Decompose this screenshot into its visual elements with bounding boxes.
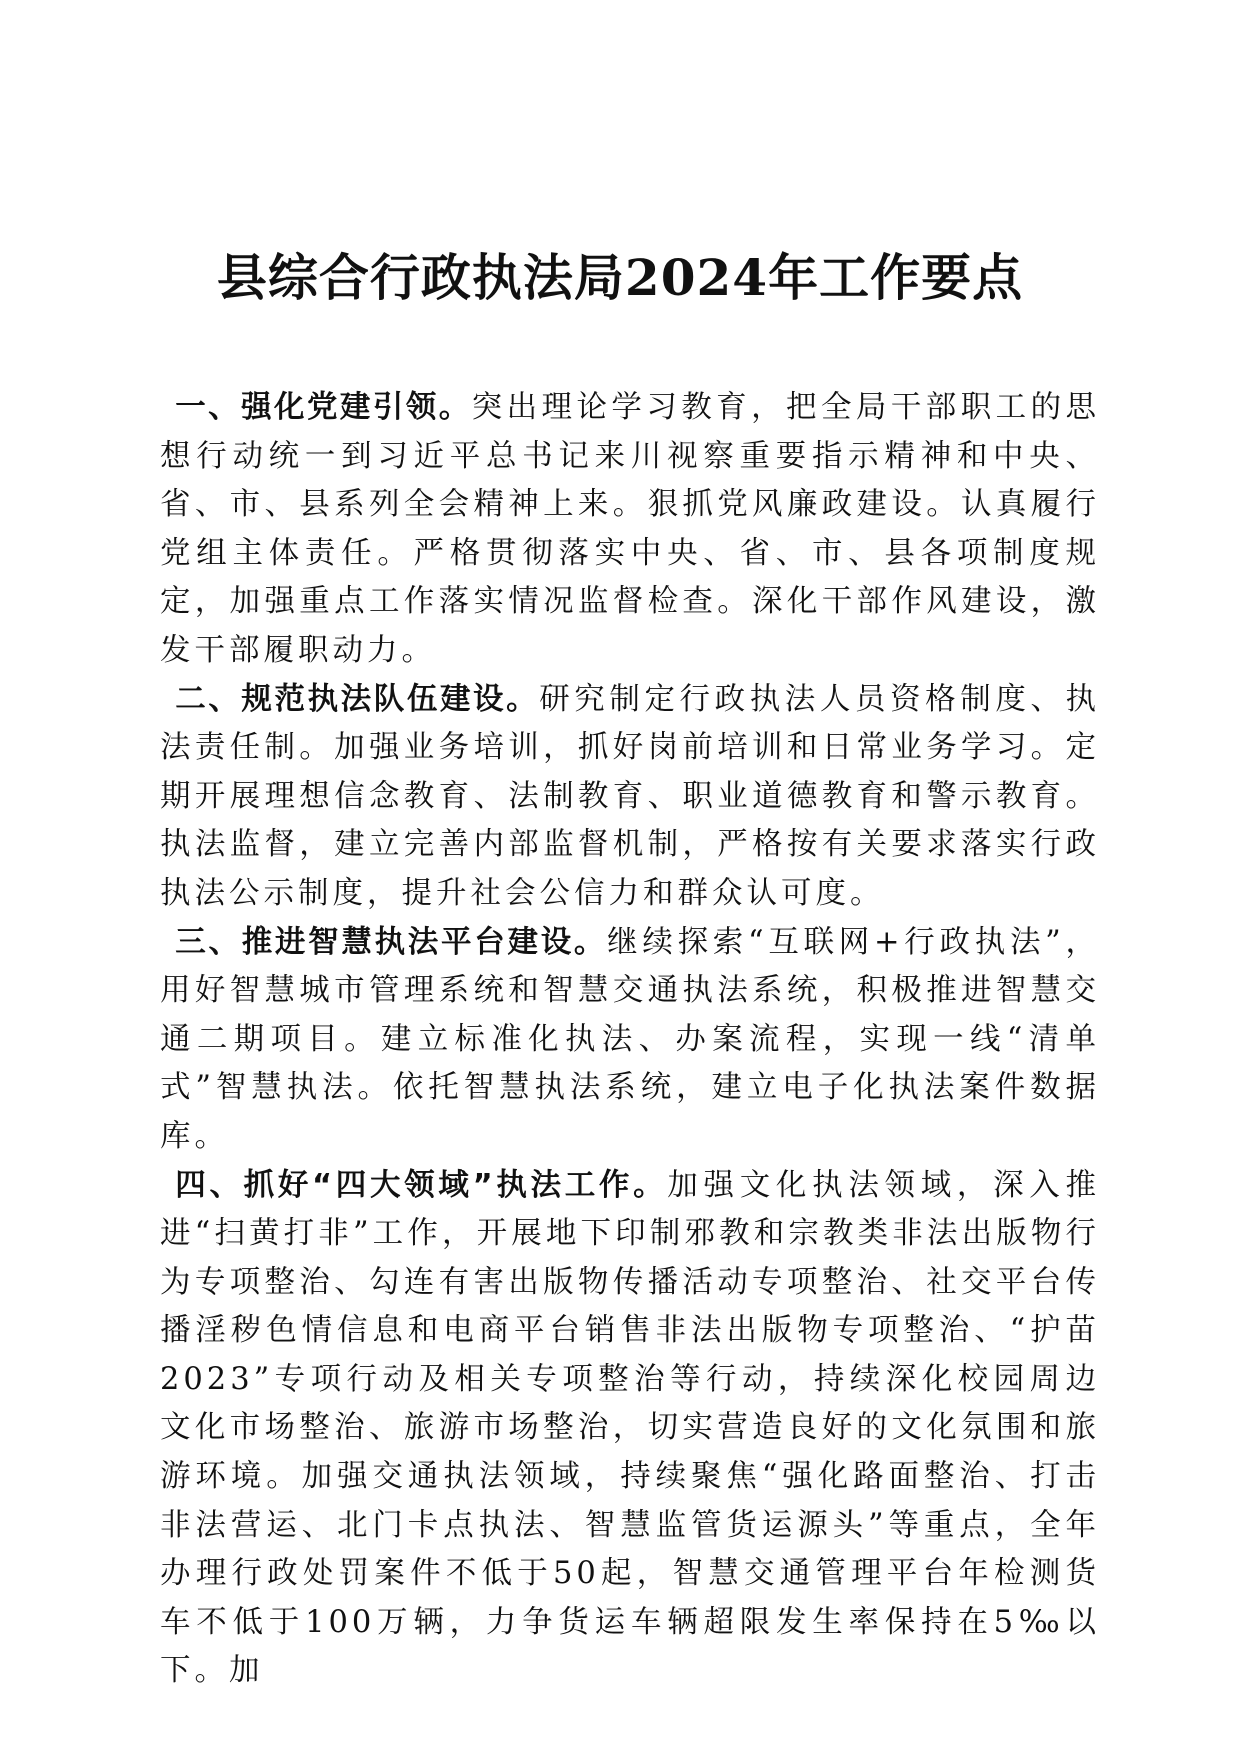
section-text-4: 加强文化执法领域，深入推进“扫黄打非”工作，开展地下印制邪教和宗教类非法出版物行为专项整治、勾连有害出版物传播活动专项整治、社交平台传播淫秽色情信息和电商平台销售非法出版物专项整治、“护苗2023”专项行动及相关专项整治等行动，持续深化校园周边文化市场整治、旅游市场整治，切实营造良好的文化氛围和旅游环境。加强交通执法领域，持续聚焦“强化路面整治、打击非法营运、北门卡点执法、智慧监管货运源头”等重点，全年办理行政处罚案件不低于50起，智慧交通管理平台年检测货车不低于100万辆，力争货运车辆超限发生率保持在5‰以下。加 — [160, 1167, 1101, 1689]
section-paragraph-4 — [160, 1162, 1100, 1697]
section-paragraph-2 — [160, 676, 1100, 919]
section-heading-3: 三、推进智慧执法平台建设。 — [175, 924, 608, 960]
section-heading-1: 一、强化党建引领。 — [175, 390, 472, 425]
section-paragraph-1 — [160, 384, 1100, 676]
section-heading-2: 二、规范执法队伍建设。 — [175, 681, 540, 717]
document-title: 县综合行政执法局2024年工作要点 — [216, 248, 1024, 307]
section-paragraph-3 — [160, 919, 1100, 1162]
document-body — [160, 384, 1100, 1696]
section-text-2: 研究制定行政执法人员资格制度、执法责任制。加强业务培训，抓好岗前培训和日常业务学习。定期开展理想信念教育、法制教育、职业道德教育和警示教育。执法监督，建立完善内部监督机制，严格按有关要求落实行政执法公示制度，提升社会公信力和群众认可度。 — [160, 681, 1101, 911]
section-text-3: 继续探索“互联网+行政执法”，用好智慧城市管理系统和智慧交通执法系统，积极推进智慧交通二期项目。建立标准化执法、办案流程，实现一线“清单式”智慧执法。依托智慧执法系统，建立电子化执法案件数据库。 — [160, 924, 1100, 1154]
section-heading-4: 四、抓好“四大领域”执法工作。 — [175, 1167, 668, 1203]
section-text-1: 突出理论学习教育，把全局干部职工的思想行动统一到习近平总书记来川视察重要指示精神和中央、省、市、县系列全会精神上来。狠抓党风廉政建设。认真履行党组主体责任。严格贯彻落实中央、省、市、县各项制度规定，加强重点工作落实情况监督检查。深化干部作风建设，激发干部履职动力。 — [160, 390, 1101, 668]
